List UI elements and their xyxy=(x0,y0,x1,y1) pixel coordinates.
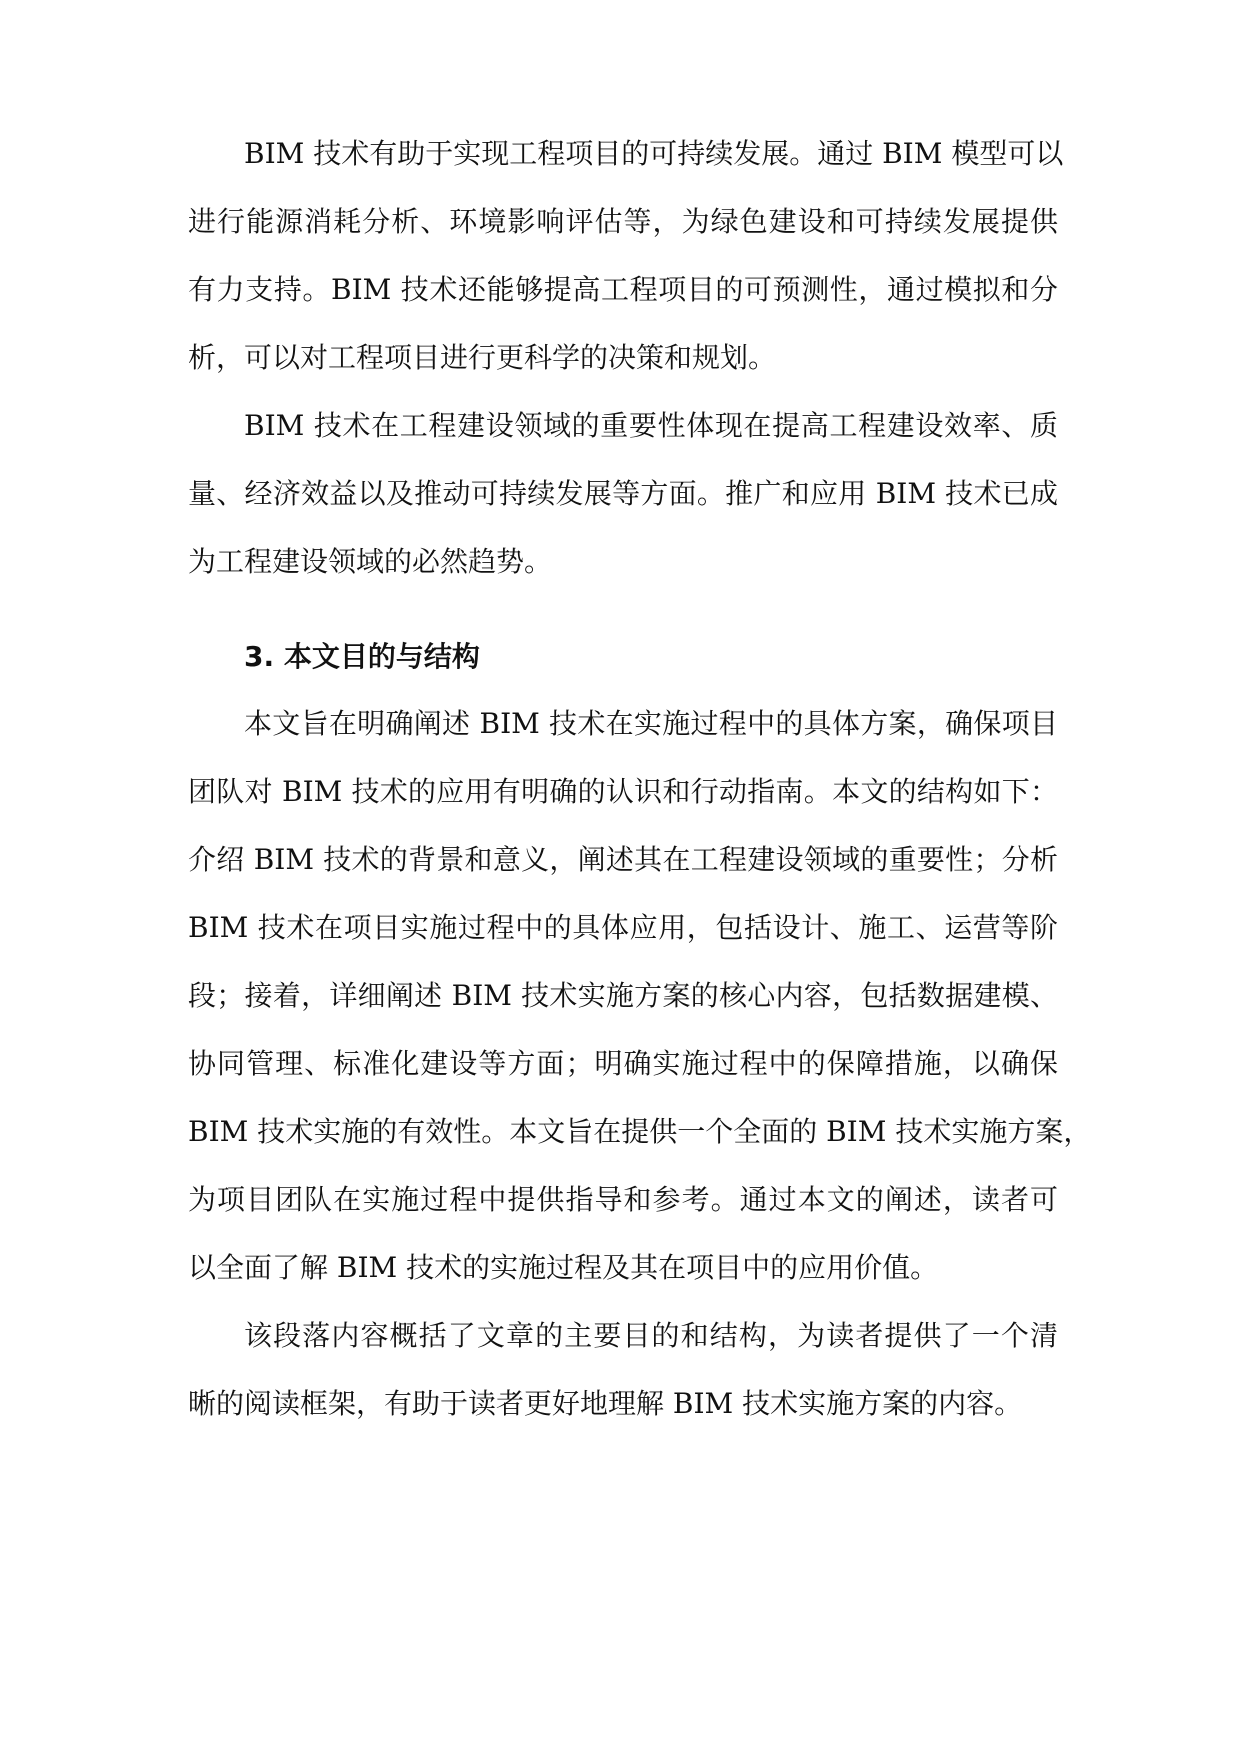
paragraph-line: 团队对 BIM 技术的应用有明确的认识和行动指南。本文的结构如下： xyxy=(188,775,1058,808)
paragraph-line: 段；接着，详细阐述 BIM 技术实施方案的核心内容，包括数据建模、 xyxy=(188,979,1058,1012)
paragraph-line: 量、经济效益以及推动可持续发展等方面。推广和应用 BIM 技术已成 xyxy=(188,477,1058,510)
paragraph-line: 为工程建设领域的必然趋势。 xyxy=(188,545,553,578)
paragraph-line: BIM 技术实施的有效性。本文旨在提供一个全面的 BIM 技术实施方案， xyxy=(188,1115,1092,1148)
paragraph-line: BIM 技术在项目实施过程中的具体应用，包括设计、施工、运营等阶 xyxy=(188,911,1058,944)
paragraph-line: 本文旨在明确阐述 BIM 技术在实施过程中的具体方案，确保项目 xyxy=(244,707,1058,740)
paragraph-line: 协同管理、标准化建设等方面；明确实施过程中的保障措施，以确保 xyxy=(188,1047,1058,1080)
paragraph-line: BIM 技术有助于实现工程项目的可持续发展。通过 BIM 模型可以 xyxy=(244,137,1064,170)
paragraph-line: 该段落内容概括了文章的主要目的和结构，为读者提供了一个清 xyxy=(244,1319,1058,1352)
paragraph-line: BIM 技术在工程建设领域的重要性体现在提高工程建设效率、质 xyxy=(244,409,1058,442)
paragraph-line: 介绍 BIM 技术的背景和意义，阐述其在工程建设领域的重要性；分析 xyxy=(188,843,1058,876)
paragraph-line: 晰的阅读框架，有助于读者更好地理解 BIM 技术实施方案的内容。 xyxy=(188,1387,1023,1420)
paragraph-line: 为项目团队在实施过程中提供指导和参考。通过本文的阐述，读者可 xyxy=(188,1183,1058,1216)
paragraph-line: 以全面了解 BIM 技术的实施过程及其在项目中的应用价值。 xyxy=(188,1251,939,1284)
paragraph-line: 进行能源消耗分析、环境影响评估等，为绿色建设和可持续发展提供 xyxy=(188,205,1058,238)
paragraph-line: 有力支持。BIM 技术还能够提高工程项目的可预测性，通过模拟和分 xyxy=(188,273,1058,306)
paragraph-line: 析，可以对工程项目进行更科学的决策和规划。 xyxy=(188,341,777,374)
section-heading: 3. 本文目的与结构 xyxy=(244,640,480,673)
